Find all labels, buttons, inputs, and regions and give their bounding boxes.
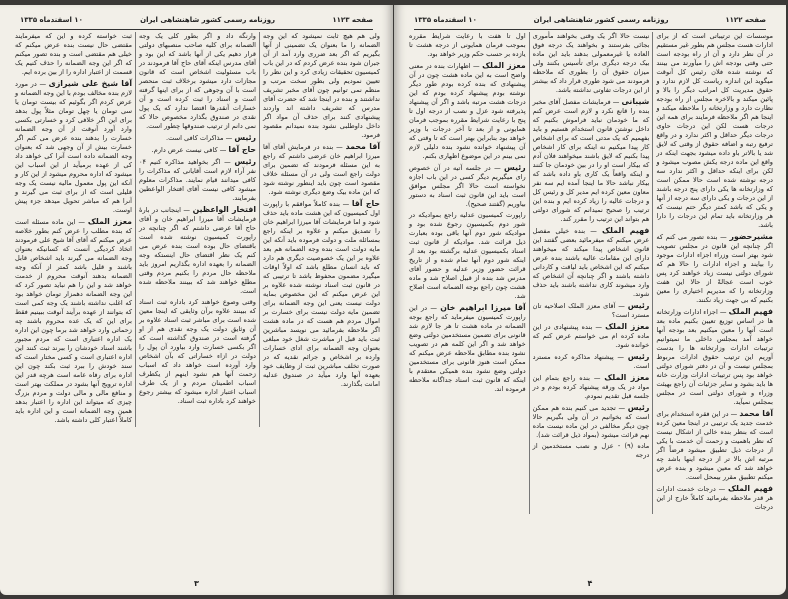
paragraph-text: اینجانب در بارهٔ فرمایشات آقا میرزا ابراهیم خان و آقای حاج آقا عرضی داشتم که اگر چنانچه در راپورت کمیسیون نوشته شده است باقتضای حال بوده است بنده عرض می کنم یک نظر اقتضای حال اینستکه وجه الضمانه را بعهده اداره بگذاریم امروز باید ملاحظه حال مردم را بکنیم مردم وقتی مطلع خواهند شد که ببینند ملاحظه شده است. xyxy=(139,206,256,295)
speaker-name: حاج آقا — xyxy=(218,145,256,154)
paragraph-text: اظهارات بنده در معنی واضح است به این ماده هشت چون در آن پیشنهادی که بنده کرده بودم طور دیگر نوشته بودم پیشنهاد کرده بودم که این درجات هشت مرتبه باشد و اگر آن پیشنهاد پذیرفته شود عزل و نصب از درجه اول تا پنج با رعایت شرایط مقرره بموجب فرمان همایونی و از بعد تا آخر درجات با وزیر خواهد بود بنابراین بهتر است که تا وقتی که آن پیشنهاد خوانده نشود بنده دلیلی لازم نمی بینم در این موضوع اظهاری بکنم. xyxy=(408,62,526,160)
text-paragraph xyxy=(409,211,526,301)
speech-paragraph xyxy=(656,307,773,407)
text-paragraph xyxy=(139,32,256,131)
paragraph-text: ماده (۹) - عزل و نصب مستخدمین از درجه xyxy=(532,442,650,459)
speech-paragraph xyxy=(139,145,256,155)
page-number: ۳ xyxy=(194,579,199,588)
text-column xyxy=(136,32,260,427)
speaker-name: رئیس — xyxy=(614,352,650,361)
paragraph-text: پیشنهاد مذاکره کرده مسترد است. xyxy=(532,353,650,370)
speech-paragraph xyxy=(533,403,650,440)
speaker-name: شیبانی — xyxy=(611,97,650,106)
text-paragraph xyxy=(656,32,773,230)
speech-paragraph xyxy=(533,322,650,350)
text-column xyxy=(653,32,776,514)
paragraph-text: در این فقره استخدام برای خدمت جدید یک ترتیبی در اینجا معین کرده است که بنظر بنده خالی از اشکال نیست که نظر باهمیت و زحمت آن خدمت با یکی از درجات ذیل تطبیق میشود فرضاً اگر مرتبه اش بالا تر از درجه اینها باشد چه خواهد شد که معین میشود و بنده عرض میکنم تطبیق مقرر بیمحل است. xyxy=(656,410,773,481)
paragraph-text: اجزاء ادارات وزارتخانه ها در اساس توزیع تعیین بکنیم ماده بعد است آنها را معین میکنیم بعد بودجه آنها خواهد آمد بمجلس داخلی ما نمیتوانیم ترتیبات ادارات وزارتخانه ها را بدست آوریم این ترتیب حقوق ادارات مربوط بمجلس نیست و آن در دفتر شورای دولتی خواهد بود پس ترتیبات ادارات وزارت خانه ها باید بشود و سایر جزئیات آن راجع بهیئت وزراء و شورای دولتی است در مجلس بمجلس نمیآید. xyxy=(656,308,773,406)
speaker-name: معزز الملک — xyxy=(592,322,649,331)
issue-date: ۱۰ اسفندماه ۱۳۳۵ xyxy=(20,16,83,24)
speech-paragraph xyxy=(263,142,380,197)
text-paragraph xyxy=(263,32,380,140)
paragraph-text: درجات خدمت ادارات هر قدر ملاحظه بفرمائید کاملاً خارج از این درجات xyxy=(656,485,773,511)
newspaper-title: روزنامه رسمی کشور شاهنشاهی ایران xyxy=(533,16,669,24)
speaker-name: رئیس — xyxy=(491,163,526,172)
speech-paragraph xyxy=(533,373,650,401)
text-column xyxy=(12,32,136,427)
speaker-name: آقا شیخ علی شیرازی — xyxy=(37,79,132,88)
paragraph-text: تجدید می کنیم بنده هم ممکن است که بخوانیم در آن ولی بگیریم حالا چون دیگر مخالفی در این ماده نیست ماده نهم قرائت میشود (بمواد ذیل قرائت شد). xyxy=(532,404,650,439)
newspaper-page-1123 xyxy=(0,5,393,595)
paragraph-text: در این راپورت کمیسیون میفرماید که راجع بوجه الضمانه در ماده هشت تا هر جا لازم شد قانونی برای تضمین مستخدمین دولتی وضع خواهد شد و اگر این کلمه هم در تصویب نشود بنده مطابق ملاحظه عرض میکنم که ممکن است هنوز قانونی برای مستخدمین دولتی وضع نشود بنده همیکی معتقدم با اینکه که قانون ثبت اسناد جداگانه ملاحظه فرموده اند. xyxy=(408,304,526,393)
speech-paragraph xyxy=(409,163,526,209)
speech-paragraph xyxy=(139,133,256,143)
paragraph-text: بنده کاملاً موافقم با راپورت اول کمیسیون که این هشت ماده باید حذف شود و اما فرمایشات آقا میرزا ابراهیم خان را تصدیق میکنم و علاوه بر اینکه راجع بمسائله ملت و دولت فرموده باید آنکه این مایه دولت است بنده وجه الضمانه هم بعد علاوه بر این یک خصوصیت دیگری هم دارد که باید انسان مطلع باشد که اولاً اوقات میگیرد مضمون محفوظ باشد تا ترتیبی که در قانون ثبت اسناد نوشته شده علاوه بر این عرض میکنم که این مخصوص بمایه دولت نیست یعنی این وجه الضمانه برای تضمین مایه دولت نیست برای خسارت بر اموال مردم هم هست که در ماده هشت اگر ملاحظه بفرمائید می نویسد مباشرین ثبت باید قبل از مباشرت شغل خود مبلغی بعنوان وجه الضمانه برای ادای خسارات وارده بر اشخاص و جرائم نقدیه که در صورت تخلف مباشرین ثبت از وظایف خود بعهده آنها وارد میآید در صندوق عدلیه امانت بگذارند. xyxy=(263,200,380,388)
speaker-name: آقا محمد — xyxy=(729,409,773,418)
text-columns xyxy=(12,32,383,427)
text-column xyxy=(406,32,530,514)
speech-paragraph xyxy=(533,352,650,371)
paragraph-text: اول تا هفت با رعایت شرایط مقرره بموجب فرمان همایونی از درجه هشت تا یازده بر حسب حکم وزیر خواهد بود. xyxy=(408,32,526,58)
paragraph-text: اگر بخواهید مذاکره کنیم ۰۴ نفر آراء لازم است آقایانی که مذاکرات را کافی میدانند قیام نمایند. مذاکرات معلوم میشود کافی نیست آقای افتخار الواعظین بفرمایند. xyxy=(139,158,256,202)
paragraph-text: این ماده مسئله است که بنده مطلب را عرض کنم بطور خلاصه عرض میکنم که آقای آقا شیخ علی فرمودند اتخاذ کردیگی آنست که کسانیکه بعنوان وجه الضمانه می گیرند باید اشخاص قابل باشند و قلیل باشد کمتر از آنکه وجه الضمانه بدهند آنوقت محروم از خدمت خواهد شد و این را هم نباید تصور کرد که این وجه الضمانه دهمزار تومان خواهد بود که اغلب نداشته باشند یک وجه کمی است که بتوانند از عهده برآیند آنوقت ببینیم فقط برای این که یک عده محروم باشند چه زحماتی وارد خواهد شد برما چون این اداره یک اداره اعتباری است که مردم مجبور باشند اسناد خودشان را ببرند ثبت کنند این اداره اعتباری است و کسی مختار است که سند خودش را ببرد ثبت بکند چون این اداره برای رفاه عامه است هرچه قدر این اداره ترویج آنها بشود در مملکت بهتر است و منافع مالی و مالی دولت و مردم بزرگ چیزی که میتواند این اداره را اعتبار بدهد همین وجه الضمانه است و این اداره باید کاملاً اعتبار کلی داشته باشد. xyxy=(15,218,132,424)
page-header xyxy=(20,13,373,30)
paragraph-text: بنده خیلی مفصل عرض میکنم که میفرمائید بعضی گفتند این قانون اشخاص پیدا میکند که میخواهند دارای این مقامات عالیه باشند بنده عرض میکنم که این اشخاص باید لیاقت و کاردانی داشته باشند و اگر چنانچه آن اشخاص که وارد میشوند کاری نداشته باشند باید حذف شوند. xyxy=(532,227,650,298)
speech-paragraph xyxy=(139,157,256,203)
paragraph-text: بنده تصور می کنم که اگر چنانچه این قانون در مجلس تصویب شود بهتر است وزراء اجزاء ادارات موجود را بیایند و اجزاء ادارات را حالا هم که شورای دولتی نیست زیاد خواهند کرد پس خوب است عجالةً از حالا این هفت وزارتخانه را که مدیریم اختیاری را معین بکنیم که بی جهت زیاد نکنند. xyxy=(656,233,773,304)
text-column xyxy=(260,32,383,427)
speech-paragraph xyxy=(263,199,380,389)
speaker-name: رئیس — xyxy=(220,157,256,166)
text-columns xyxy=(406,32,776,514)
paragraph-text: بنده در فرمایش آقای آقا میرزا ابراهیم خان عرضی داشتم که راجع به این مسئله فرمودند که تضمین برای دولت راجع است ولی در آن مسئله خلاف مقصود است چون باید اینطور نوشته شود که این ماده بیک وضع دیگری نوشته شود. xyxy=(263,143,380,196)
paragraph-text: کافی نیست عرض دارم. xyxy=(151,146,218,154)
newspaper-title: روزنامه رسمی کشور شاهنشاهی ایران xyxy=(140,16,276,24)
text-paragraph xyxy=(533,442,650,460)
speech-paragraph xyxy=(409,303,526,394)
text-paragraph xyxy=(15,32,132,77)
speaker-name: رئیس — xyxy=(615,301,649,310)
paragraph-text: ولی هم هیچ ثابت نمیشود که این وجه الضمانه را ما بعنوان یک تضمینی از آنها بگیریم که اگر بعد ضرری وارد آمد از آن جبران شود بنده عرض کردم که در این باب کمیسیون تحقیقات زیادی کرد و این نظر را تعیین نمودیم ولی بطور سخت مرتب و منظم نمی توانیم چون آقای مخبر تشریف نداشتند و بنده در اینجا شد که حضرت آقای مدرس که تشریف داشته اند واردند پیشنهادی کنند برای حذف آن مواد اگر داخل داوطلبی نشود بنده نمیدانم مقصود فرمود. xyxy=(263,32,380,139)
speaker-name: فهیم الملک — xyxy=(718,307,773,316)
speech-paragraph xyxy=(656,409,773,482)
issue-date: ۱۰ اسفندماه ۱۳۳۵ xyxy=(414,16,477,24)
text-column xyxy=(530,32,654,514)
speaker-name: رئیس — xyxy=(224,133,256,142)
paragraph-text: در جلسه آتیه در آن خصوص رای میگیریم دیگر کسی در این باب اجازه نخواسته است حالا اگر مجلس موافق است باید این قانون ثبت اسناد به دستور بیاوریم (گفتند صحیح). xyxy=(408,164,526,208)
text-paragraph xyxy=(409,32,526,59)
paragraph-text: بنده راجع بتمام این مواد در یک ورقه پیشنهاد کرده بودم و در جلسه قبل تقدیم نمودم. xyxy=(532,374,650,400)
paragraph-text: فرمایشات مفصل آقای مخبر بنده را قانع نکرد و لازم است عرض کنم که ما خودمان نباید فراموش بکنیم که داخل نوشتن قانون استخدام هستیم و باید بفهمیم که یک مدتی است که برای اشخاص کار پیدا میکنیم نه اینکه برای کار اشخاص پیدا بکنیم که لایق باشند میخواهند فلان آدم که بیکار است او را در بین خودمان جا کنند و اینکه واقعاً یک کاری باو داده باشد که بیکار نباشد حالا ما اینجا آمده ایم سه نفر معاون معین کرده ایم مدیر کل و رئیس کل و درجات عالیه را زیاد کرده ایم و بنده این ترتیب را صحیح نمیدانم که شورای دولتی هم بتواند این ترتیب را مقرر کند. xyxy=(532,98,650,223)
speaker-name: فهیم الملک — xyxy=(716,484,773,493)
speaker-name: معزز الملک — xyxy=(471,61,526,70)
paragraph-text: مذاکرات کافی است. xyxy=(166,134,224,142)
paragraph-text: آقای معزز الملک اصلاحیه تان مسترد است؟ xyxy=(532,302,650,319)
speaker-name: مشیرحضور — xyxy=(717,232,773,241)
speaker-name: افتخار الواعظین — xyxy=(181,205,256,214)
speaker-name: رئیس — xyxy=(616,403,650,412)
speech-paragraph xyxy=(533,301,650,320)
page-label: صفحه ۱۱۲۲ xyxy=(725,16,766,24)
paragraph-text: در مورد لازم بنده مخالف بودم با این وجه الضمانه و عرض کردم اگر بگوئیم که بیست تومان یا سی تومان یا چهل تومان مثلاً پول بدهد برای این اگر خلافی کرد و خسارتی بکسی وارد آورد آنوقت از آن وجه الضمانه خسارت را بدهند بنده عرض می کنم اگر خسارت بیش از آن وجهی شد که بعنوان وجه الضمانه داده است آنرا کی خواهد داد کی از عهده برمیآید از این اسباب این میشود که اداره محروم میشود از این کار و آنکه این پول معمول مالیه نیست یک وجه قلیلی است که از برای ثبت می گیرند و آنرا هم که مباشر تحویل میدهد جزء پیش اوست. xyxy=(15,80,132,214)
page-number: ۴ xyxy=(587,579,593,588)
text-paragraph xyxy=(139,298,256,406)
speaker-name: معزز الملک — xyxy=(590,373,649,382)
speaker-name: آقا میرزا ابراهیم خان — xyxy=(427,303,526,312)
speech-paragraph xyxy=(409,61,526,161)
speech-paragraph xyxy=(15,217,132,425)
speaker-name: فهیم الملک — xyxy=(585,226,649,235)
speech-paragraph xyxy=(139,205,256,296)
page-header xyxy=(414,13,766,30)
speech-paragraph xyxy=(533,226,650,299)
paragraph-text: نیست حالا اگر یک وقتی بخواهند مأموری بجائی بفرستند و بخواهند یک درجه فوق العاده یا غیرمعمولی بدهند باید این ماده بیک درجه دیگری برای تأسیس بکنند ولی میزان حقوق آن را بطوری که ملاحظه فرمودند می شود طوری قرار داد که بیشتر از این درجات تفاوتی نداشته باشد. xyxy=(532,32,650,94)
newspaper-page-1122 xyxy=(394,5,786,595)
speech-paragraph xyxy=(656,232,773,305)
paragraph-text: وقتی وصوع خواهند کرد باداره ثبت اسناد که ببینند علاوه برآن وثایقی که اینجا معین شده است برای مباشر ثبت اسناد علاوه بر آن وثایق دولت یک وجه نقدی هم از او گرفته است در صندوق گذاشته است که اگر بکسی خسارت وارد بیاورد آن پول را دولت در ازاء خساراتی که بآن اشخاص وارد آورده است خواهد داد که اسباب زحمت آنها هم نشود اینهم از یکطرف اسباب اطمینان مردم و از یک طرف اسباب اعتبار اداره میشود که بیشتر رجوع خواهند کرد باداره ثبت اسناد. xyxy=(139,298,256,405)
speech-paragraph xyxy=(656,484,773,512)
speech-paragraph xyxy=(533,97,650,224)
page-label: صفحه ۱۱۲۳ xyxy=(332,16,373,24)
paragraph-text: موسسات این ترتیباتی است که از برای ادارات هست مجلس هم بطور غیر مستقیم در آن نظر دارد و آن از راه بودجه است حتی وقتی بودجه اش را میآورند می بینند که نوشته شده فلان رئیس کل آنوقت میگوید این اندازه ریاست کل لازم ندارد و حقوق مدیریت کل امراتب دیگر را بالا و پائین میکند و بالاخره مجلس از راه بودجه نظارت دارد و وزارتخانه را ملاحظه میکند و اینجا هم اگر ملاحظه فرمایند برای همه این درجات هست لکن این درجات حاوی درجات دیگر حداقل و اکثر ندارد و در واقع ترفیع رتبه و اضافه حقوق از وقتی که لایق شد یا بالاتر باو داده میشود بجهت اینکه در واقع این ماده درجه یکش مصوب میشود و لکن برای اینکه حداقل و اکثر ندارد سه درجه نوشته شده است حالا ممکن است که وزارتخانه ها یکی دارای پنج درجه باشند از این درجات و یکی دارای سه درجه از آنها و یکی که باشد کمتر دیگر حتم نیست که هر وزارتخانه باید تمام این درجات را دارا باشد. xyxy=(656,32,773,229)
paragraph-text: ثبت خواسته کرده و این که میفرمایند مقتضی حال نیست بنده عرض میکنم که خیلی هم مقتضی است و بنده تصور میکنم که اگر این وجه الضمانه را حذف کنیم یک قسمت از اعتبار اداره را از بین برده ایم. xyxy=(15,32,132,76)
paragraph-text: وارنگه داد و اگر بطور کلی یک وجه الضمانه برای کلیه صاحب منصبهای دولتی قرار دهیم یکی از آنها باشد که این بود و آقای مدرس اینکه آقای حاج آقا فرمودند در باب مسئولیت اشخاص است که قانون مجازات دارد میشود برخلاف ثبت منحصر است با آن وجوهی که از برای اینها گرفته است و اسناد را ثبت کرده است و آن خسارات آنقدرها اقتضا ندارد که یک پول نقدی در صندوق بگذارد مخصوص حالا که نمی دانم از ترتیب صندوقها چطور است. xyxy=(139,32,256,130)
speaker-name: معزز الملک — xyxy=(75,217,132,226)
speaker-name: حاج آقا — xyxy=(340,199,380,208)
text-paragraph xyxy=(533,32,650,95)
speaker-name: آقا محمد — xyxy=(333,142,380,151)
paragraph-text: بنده پیشنهادی در این ماده کرده ام می خواستم عرض کنم که خوانده شود. xyxy=(532,323,650,349)
speech-paragraph xyxy=(15,79,132,215)
paragraph-text: راپورت کمیسیون عدلیه راجع بموادیکه در شور دوم بکمیسیون رجوع شده بود و موادیکه شور دوم آنها باقی بوده بعبارت ذیل قرائت شد. موادیکه از قانون ثبت اسناد بکمیسیون عدلیه برگشته بود بعد از اینکه شور دوم آنها تمام شده و از تاریخ قرائت حضور وزیر عدلیه و حضور آقای مدرس شد بنده از قبیل اصلاح شد و ماده هشت چون راجع بوجه الضمانه است اصلاح شد. xyxy=(408,211,526,300)
